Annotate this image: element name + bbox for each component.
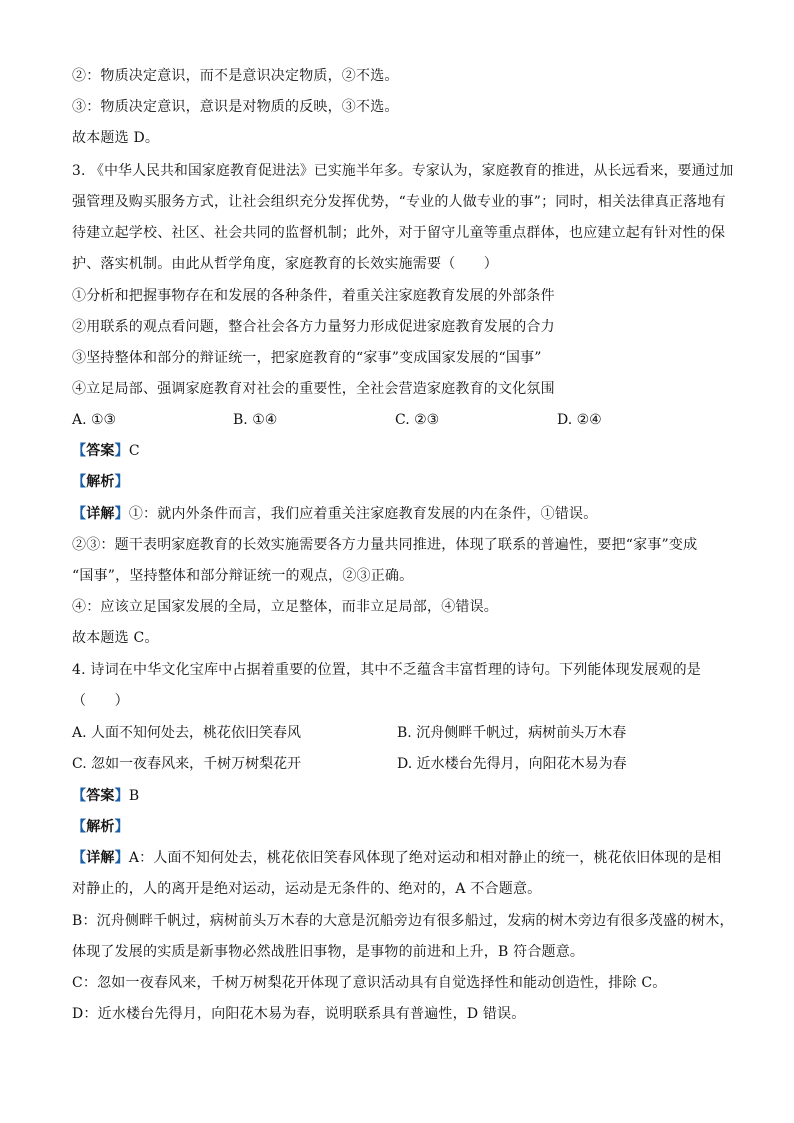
q4-detail-line: B：沉舟侧畔千帆过，病树前头万木春的大意是沉船旁边有很多船过，发病的树木旁边有很多茂盛的树木， <box>72 913 734 929</box>
q4-option-a: A. 人面不知何处去，桃花依旧笑春风 <box>72 725 302 741</box>
intro-line: ②：物质决定意识，而不是意识决定物质，②不选。 <box>72 68 399 84</box>
q3-detail-line: 【详解】①：就内外条件而言，我们应着重关注家庭教育发展的内在条件，①错误。 <box>72 506 598 522</box>
q3-statement: ①分析和把握事物存在和发展的各种条件，着重关注家庭教育发展的外部条件 <box>72 288 555 304</box>
q3-detail-line: “国事”，坚持整体和部分辩证统一的观点，②③正确。 <box>72 568 414 584</box>
q3-option-d: D. ②④ <box>557 412 602 428</box>
intro-line: ③：物质决定意识，意识是对物质的反映，③不选。 <box>72 99 399 115</box>
q4-analysis-line: 【解析】 <box>72 819 129 835</box>
q4-detail-label: 详解 <box>86 850 115 866</box>
q3-analysis-label: 解析 <box>86 474 115 490</box>
q4-detail-line: 【详解】A：人面不知何处去，桃花依旧笑春风体现了绝对运动和相对静止的统一，桃花依旧体现的是相 <box>72 850 722 866</box>
q3-option-c: C. ②③ <box>395 412 440 428</box>
q4-stem-line: 4. 诗词在中华文化宝库中占据着重要的位置，其中不乏蕴含丰富哲理的诗句。下列能体现发展观的是 <box>72 662 702 678</box>
intro-line: 故本题选 D。 <box>72 130 160 146</box>
q3-detail-text: ①：就内外条件而言，我们应着重关注家庭教育发展的内在条件，①错误。 <box>128 506 598 522</box>
q3-stem-line: 待建立起学校、社区、社会共同的监督机制；此外，对于留守儿童等重点群体，也应建立起有针对性的保 <box>72 225 726 241</box>
q3-detail-line: 故本题选 C。 <box>72 630 159 646</box>
q3-stem-line: 3. 《中华人民共和国家庭教育促进法》已实施半年多。专家认为，家庭教育的推进，从长远看来，要通过加 <box>72 163 734 179</box>
q3-answer-label-wrap: 【答案】 <box>72 443 129 459</box>
q4-option-b: B. 沉舟侧畔千帆过，病树前头万木春 <box>397 725 627 741</box>
q3-statement: ④立足局部、强调家庭教育对社会的重要性，全社会营造家庭教育的文化氛围 <box>72 381 555 397</box>
q3-detail-line: ②③：题干表明家庭教育的长效实施需要各方力量共同推进，体现了联系的普遍性，要把“家事”变成 <box>72 537 698 553</box>
q3-option-a: A. ①③ <box>72 412 117 428</box>
q3-analysis-line: 【解析】 <box>72 474 129 490</box>
q4-answer-value: B <box>128 788 140 804</box>
q4-option-d: D. 近水楼台先得月，向阳花木易为春 <box>397 756 627 772</box>
q4-detail-text: A：人面不知何处去，桃花依旧笑春风体现了绝对运动和相对静止的统一，桃花依旧体现的是相 <box>128 850 722 866</box>
q4-answer-label: 答案 <box>86 788 115 804</box>
q3-option-b: B. ①④ <box>233 412 278 428</box>
q3-statement: ③坚持整体和部分的辩证统一，把家庭教育的“家事”变成国家发展的“国事” <box>72 350 542 366</box>
q4-detail-line: C：忽如一夜春风来，千树万树梨花开体现了意识活动具有自觉选择性和能动创造性，排除 C。 <box>72 975 667 991</box>
q3-statement: ②用联系的观点看问题，整合社会各方力量努力形成促进家庭教育发展的合力 <box>72 319 555 335</box>
q4-detail-line: D：近水楼台先得月，向阳花木易为春，说明联系具有普遍性，D 错误。 <box>72 1006 526 1022</box>
q3-answer-line <box>72 442 140 460</box>
q4-analysis-label: 解析 <box>86 819 115 835</box>
q3-answer-value: C <box>128 443 140 459</box>
q3-detail-label: 详解 <box>86 506 115 522</box>
q4-stem-line: （ ） <box>72 693 129 709</box>
q3-answer-label: 答案 <box>86 443 115 459</box>
q3-stem-line: 强管理及购买服务方式，让社会组织充分发挥优势，“专业的人做专业的事”；同时，相关法律真正落地有 <box>72 194 726 210</box>
q3-stem-line: 护、落实机制。由此从哲学角度，家庭教育的长效实施需要（ ） <box>72 256 498 272</box>
q4-option-c: C. 忽如一夜春风来，千树万树梨花开 <box>72 756 302 772</box>
q4-detail-line: 体现了发展的实质是新事物必然战胜旧事物，是事物的前进和上升，B 符合题意。 <box>72 944 585 960</box>
q4-detail-line: 对静止的，人的离开是绝对运动，运动是无条件的、绝对的，A 不合题意。 <box>72 881 542 897</box>
q3-detail-line: ④：应该立足国家发展的全局，立足整体，而非立足局部，④错误。 <box>72 599 498 615</box>
q4-answer-line: 【答案】B <box>72 788 140 804</box>
